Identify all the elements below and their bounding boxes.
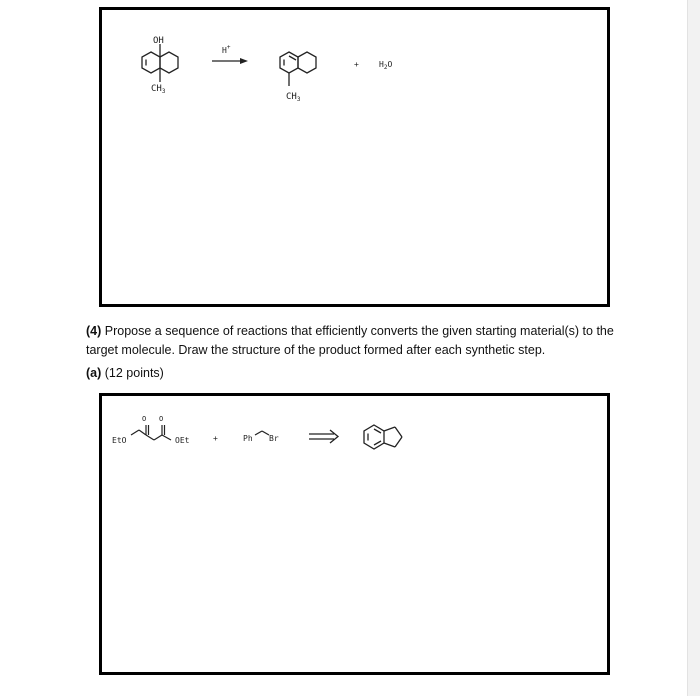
- question-number: (4): [86, 324, 102, 338]
- reactant-methyl-decalol: [142, 44, 178, 82]
- question-prompt: Propose a sequence of reactions that efficiently converts the given starting material(s) to the target molecule. Draw the structure of the product formed after each synthetic step.: [86, 324, 614, 357]
- water-label: $H_2O$: [379, 60, 393, 71]
- product-ch3-label: $CH_3$: [286, 92, 301, 103]
- benzyl-ph-label: Ph: [243, 434, 253, 443]
- answer-box-problem-4a: [99, 393, 610, 675]
- answer-box-problem-3: [99, 7, 610, 307]
- question-4-text: [86, 322, 646, 360]
- product-methyl-octalin: [280, 52, 316, 86]
- ester-oet-label: OEt: [175, 436, 190, 445]
- benzyl-bromide-bond: [255, 431, 269, 435]
- reaction-scheme-dehydration: [102, 10, 613, 310]
- diethyl-malonate-structure: [131, 425, 171, 440]
- reagent-h-plus-label: H+: [222, 44, 231, 55]
- reactant-ch3-label: $CH_3$: [151, 84, 166, 95]
- reaction-arrow: [212, 58, 248, 64]
- reactant-oh-label: OH: [153, 36, 164, 46]
- part-a-label: (a): [86, 366, 102, 380]
- carbonyl-oxygen-2: O: [159, 415, 164, 423]
- carbonyl-oxygen-1: O: [142, 415, 147, 423]
- retrosynthesis-arrow: [309, 430, 338, 443]
- ester-eto-label: EtO: [112, 436, 127, 445]
- plus-sign-2: +: [213, 434, 218, 443]
- page-edge: [687, 0, 700, 696]
- target-indane-structure: [364, 425, 402, 449]
- plus-sign: +: [354, 60, 359, 69]
- part-a-heading: [86, 364, 646, 383]
- reaction-scheme-synthesis: [102, 396, 613, 678]
- part-a-points: (12 points): [104, 366, 164, 380]
- benzyl-br-label: Br: [269, 434, 279, 443]
